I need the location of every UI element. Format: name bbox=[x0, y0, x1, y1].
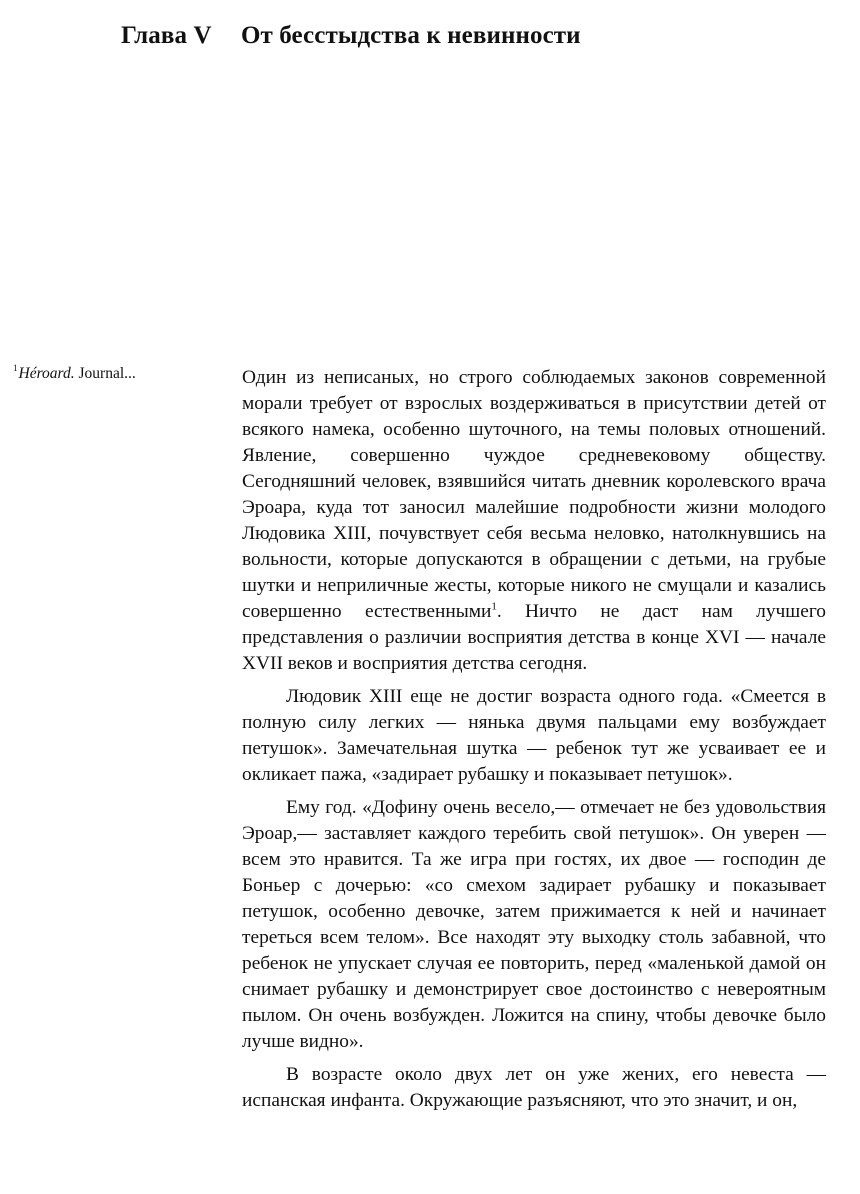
footnote-work: Journal... bbox=[74, 365, 136, 383]
footnote-reference: 1 bbox=[491, 600, 497, 613]
main-text bbox=[242, 365, 826, 1114]
paragraph: В возрасте около двух лет он уже жених, его невеста — испанская инфанта. Окружающие разъясняют, что это значит, и он, bbox=[242, 1064, 826, 1111]
paragraph-text: Один из неписаных, но строго соблюдаемых законов современной морали требует от взрослых воздерживаться в присутствии детей от всякого намека, особенно шуточного, на темы половых отношений. Явление, совершенно чуждое средневековому обществу. Сегодняшний человек, взявшийся читать дневник королевского врача Эроара, куда тот заносил малейшие подробности жизни молодого Людовика XIII, почувствует себя весьма неловко, натолкнувшись на вольности, которые допускаются в обращении с детьми, на грубые шутки и неприличные жесты, которые никого не смущали и казались совершенно естественными bbox=[242, 367, 826, 622]
paragraph: Людовик XIII еще не достиг возраста одного года. «Смеется в полную силу легких — нянька двумя пальцами ему возбуждает петушок». Замечательная шутка — ребенок тут же усваивает ее и окликает пажа, «задирает рубашку и показывает петушок». bbox=[242, 686, 826, 785]
chapter-title: От бесстыдства к невинности bbox=[241, 22, 581, 49]
margin-footnote bbox=[13, 364, 136, 383]
paragraph bbox=[242, 365, 826, 677]
running-header bbox=[121, 22, 581, 50]
chapter-number: Глава V bbox=[121, 22, 212, 49]
paragraph-text: . Ничто не даст нам лучшего представления о различии восприятия детства в конце XVI — начале XVII веков и восприятия детства сегодня. bbox=[242, 601, 826, 674]
paragraph: Ему год. «Дофину очень весело,— отмечает не без удовольствия Эроар,— заставляет каждого теребить свой петушок». Он уверен — всем это нравится. Та же игра при гостях, их двое — господин де Боньер с дочерью: «со смехом задирает рубашку и показывает петушок, особенно девочке, затем прижимается к ней и начинает тереться всем телом». Все находят эту выходку столь забавной, что ребенок не упускает случая ее повторить, перед «маленькой дамой он снимает рубашку и демонстрирует свое достоинство с невероятным пылом. Он очень возбужден. Ложится на спину, чтобы девочке было лучше видно». bbox=[242, 797, 826, 1052]
footnote-mark: 1 bbox=[13, 363, 18, 373]
footnote-author: Héroard. bbox=[18, 365, 75, 383]
